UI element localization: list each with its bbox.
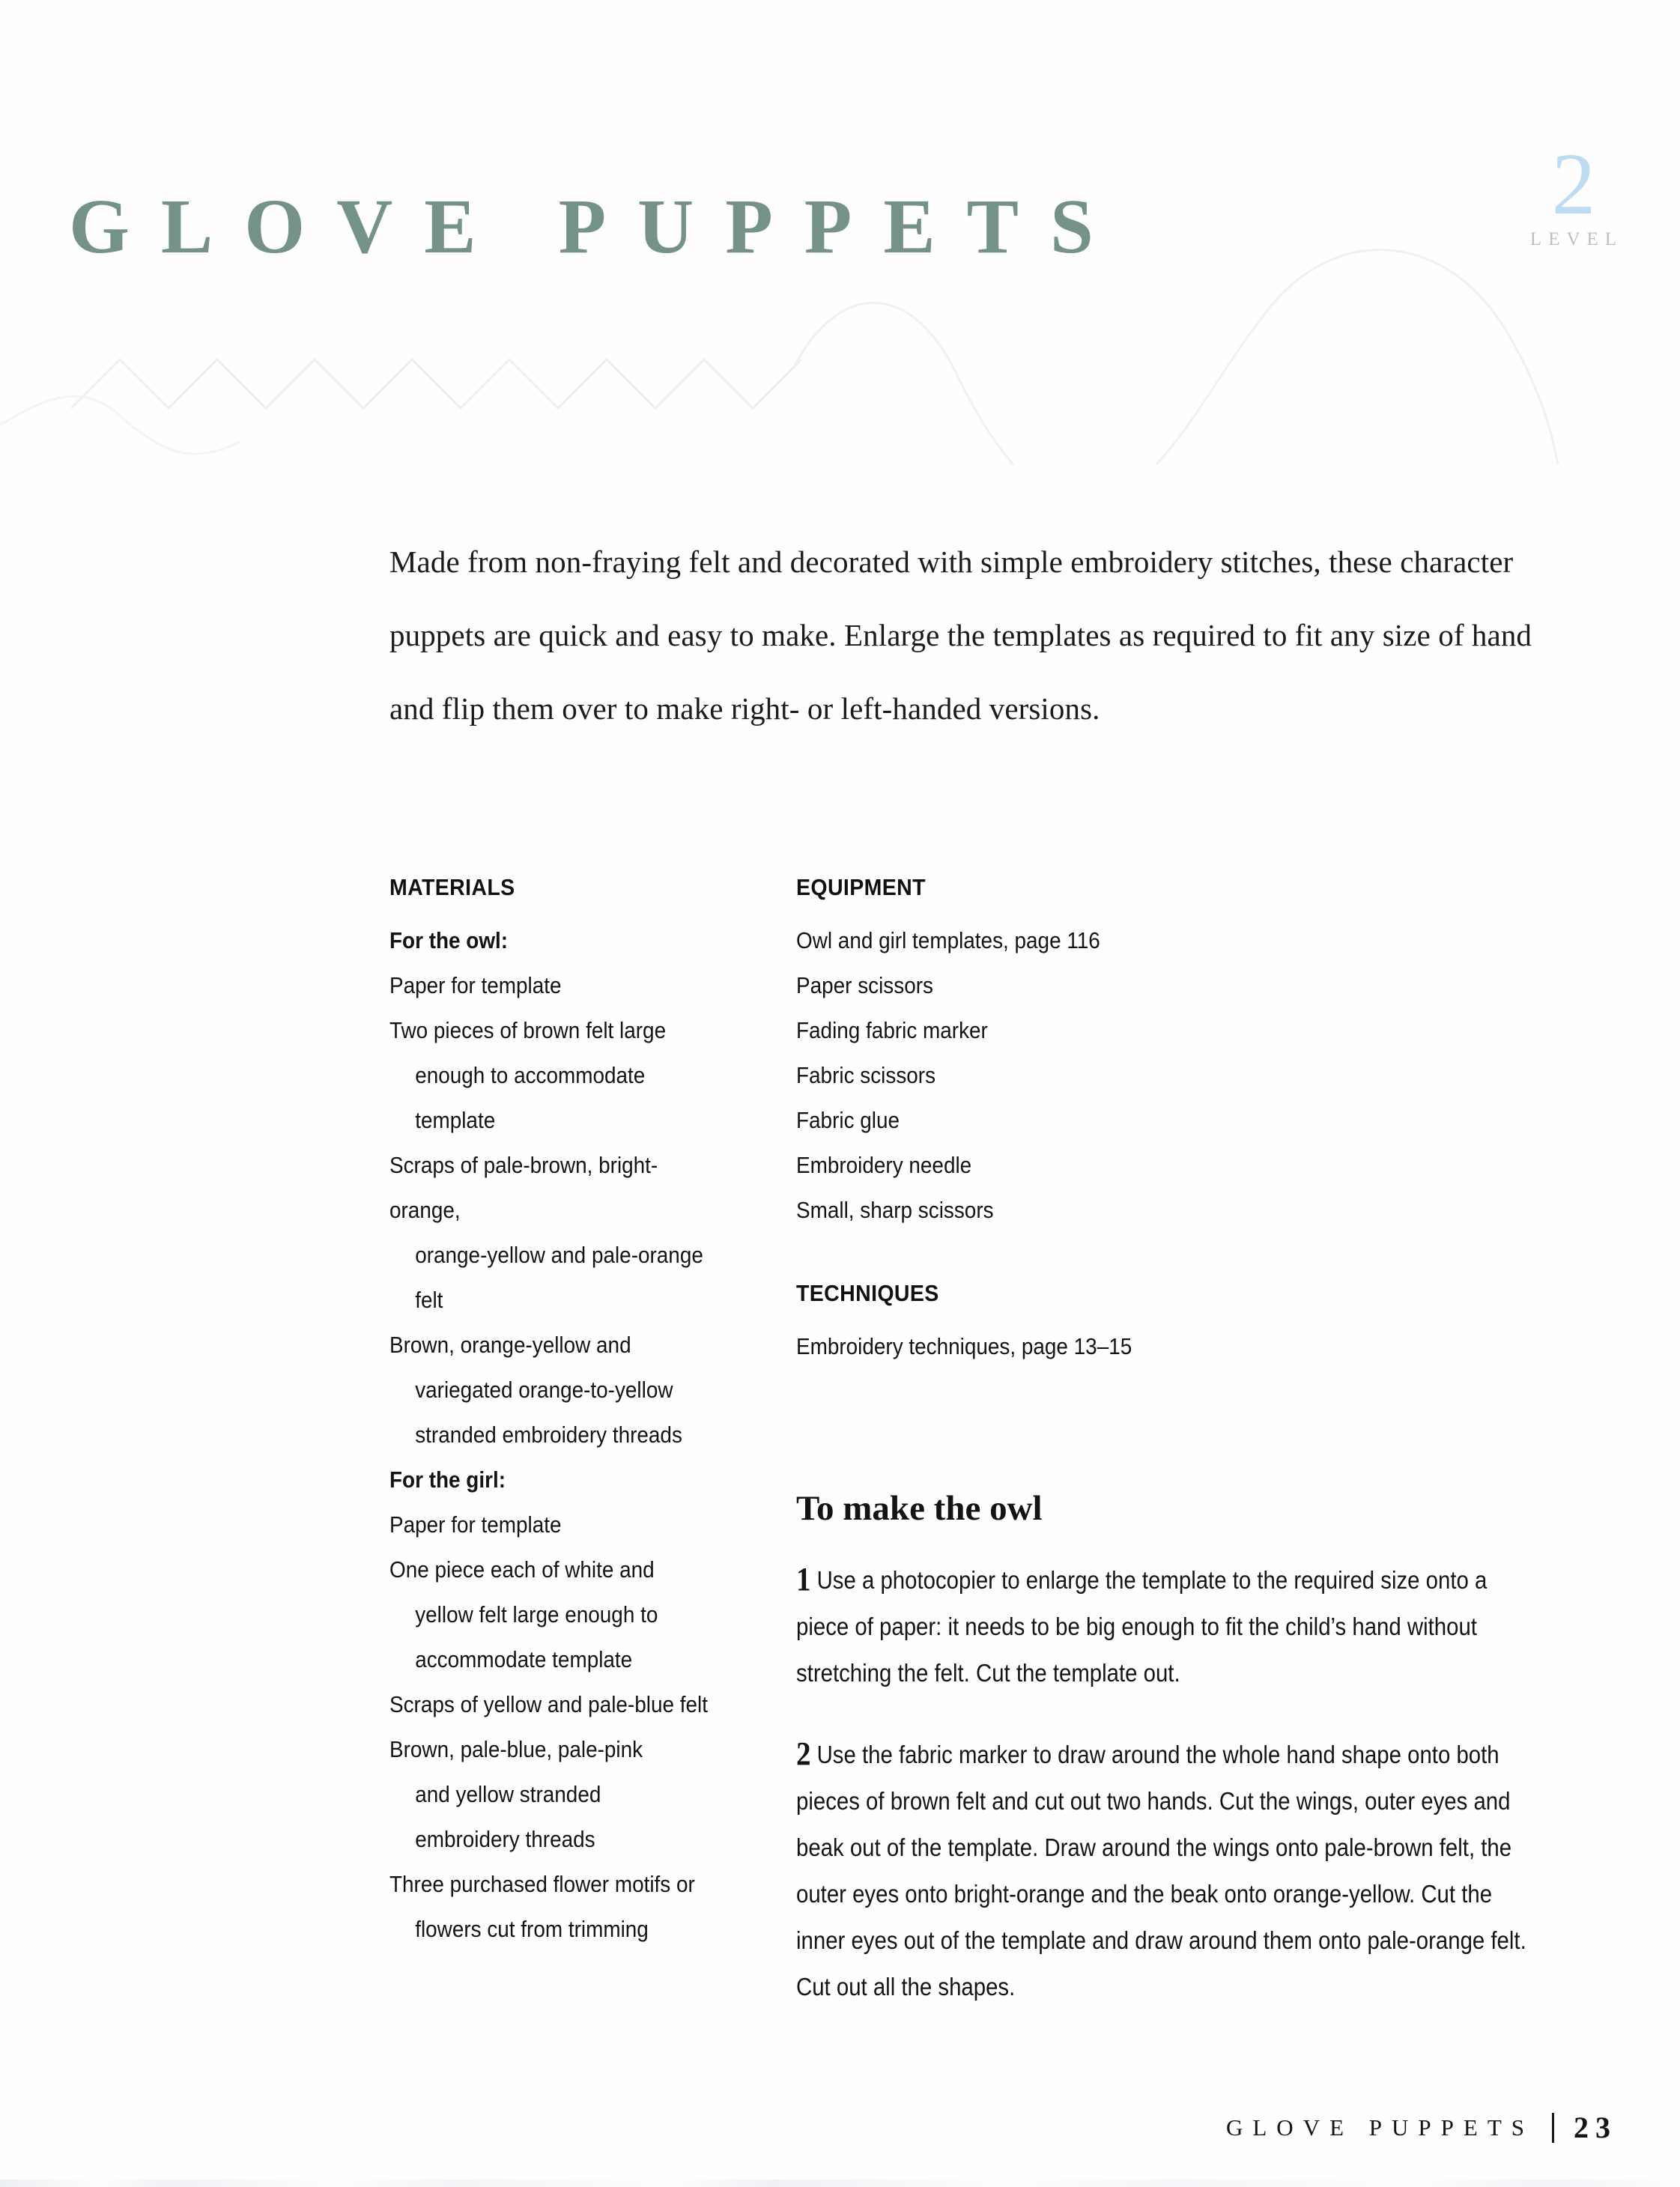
- equipment-heading: EQUIPMENT: [796, 874, 926, 900]
- list-item-continuation: stranded embroidery threads: [415, 1422, 682, 1448]
- list-item-text: Scraps of pale-brown, bright-orange,: [389, 1152, 658, 1223]
- scan-artifact-edge: [0, 2180, 1680, 2187]
- list-item: [389, 1458, 727, 1502]
- list-item: [796, 1324, 1147, 1369]
- equipment-list: [796, 918, 1186, 1233]
- list-item-text: Brown, orange-yellow and: [389, 1332, 631, 1358]
- intro-paragraph: Made from non-fraying felt and decorated with simple embroidery stitches, these character puppets are quick and easy to make. Enlarge the templates as required to fit any size of hand and flip them over to make right- or left-handed versions.: [389, 545, 1532, 726]
- list-item-text: Embroidery needle: [796, 1152, 972, 1178]
- list-item-continuation: accommodate template: [415, 1646, 633, 1672]
- list-item: [796, 1098, 1147, 1143]
- techniques-heading: TECHNIQUES: [796, 1280, 939, 1306]
- list-item: [389, 1143, 727, 1323]
- page-title-text: GLOVE PUPPETS: [69, 183, 1125, 270]
- list-item: [389, 1682, 727, 1727]
- instruction-steps: [796, 1556, 1545, 2010]
- list-item-text: Paper scissors: [796, 972, 933, 998]
- list-item: [389, 1323, 727, 1458]
- list-item: [389, 1862, 727, 1952]
- techniques-list: [796, 1324, 1186, 1369]
- footer-divider: [1552, 2113, 1554, 2143]
- list-item-continuation: orange-yellow and pale-orange felt: [415, 1242, 703, 1313]
- list-item: [389, 1502, 727, 1547]
- list-item-text: One piece each of white and: [389, 1556, 655, 1583]
- materials-column: [389, 875, 764, 1952]
- list-item-text: Two pieces of brown felt large: [389, 1017, 667, 1043]
- list-item-continuation: and yellow stranded: [415, 1781, 601, 1807]
- list-item-text: Three purchased flower motifs or: [389, 1871, 695, 1897]
- list-item: [389, 1008, 727, 1143]
- instructions-section: [796, 1489, 1545, 2045]
- list-item-text: Fabric glue: [796, 1107, 900, 1133]
- list-item: [796, 1053, 1147, 1098]
- level-label: LEVEL: [1529, 229, 1624, 250]
- page-number: 23: [1574, 2111, 1617, 2144]
- wave-decoration: [794, 250, 1565, 464]
- list-item-text: Brown, pale-blue, pale-pink: [389, 1736, 643, 1762]
- materials-list: [389, 918, 764, 1952]
- list-item-continuation: embroidery threads: [415, 1826, 595, 1852]
- list-item-continuation: variegated orange-to-yellow: [415, 1377, 673, 1403]
- page-footer: [1226, 2110, 1617, 2145]
- step-number: 1: [796, 1561, 811, 1598]
- list-item-continuation: yellow felt large enough to: [415, 1601, 658, 1628]
- materials-heading: MATERIALS: [389, 874, 515, 900]
- wave-decoration-secondary: [0, 396, 240, 454]
- list-item: [796, 1188, 1147, 1233]
- list-item-text: Paper for template: [389, 1511, 562, 1538]
- instruction-step: [796, 1731, 1543, 2010]
- list-item-text: Fabric scissors: [796, 1062, 936, 1088]
- list-item-text: Fading fabric marker: [796, 1017, 988, 1043]
- list-item-text: Owl and girl templates, page 116: [796, 927, 1100, 953]
- list-item: [796, 963, 1147, 1008]
- list-item-continuation: flowers cut from trimming: [415, 1916, 649, 1942]
- list-item-text: Scraps of yellow and pale-blue felt: [389, 1691, 708, 1717]
- step-number: 2: [796, 1735, 811, 1772]
- list-item: [796, 1143, 1147, 1188]
- list-item-text: For the owl:: [389, 927, 509, 953]
- zigzag-decoration: [71, 360, 801, 408]
- page-title: [69, 183, 1125, 270]
- equipment-column: [796, 875, 1186, 1369]
- step-text: Use the fabric marker to draw around the whole hand shape onto both pieces of brown felt and cut out two hands. Cut the wings, outer eyes and beak out of the template. Draw around the wings onto pale-brown felt, the outer eyes onto bright-orange and the beak onto orange-yellow. Cut the inner eyes out of the template and draw around them onto pale-orange felt. Cut out all the shapes.: [796, 1741, 1526, 2001]
- list-item-text: For the girl:: [389, 1466, 506, 1493]
- list-item: [389, 963, 727, 1008]
- level-badge: [1514, 135, 1634, 250]
- list-item-text: Paper for template: [389, 972, 562, 998]
- list-item: [389, 1727, 727, 1862]
- step-text: Use a photocopier to enlarge the template to the required size onto a piece of paper: it needs to be big enough to fit the child’s hand without stretching the felt. Cut the template out.: [796, 1566, 1488, 1687]
- level-number: 2: [1551, 135, 1596, 233]
- decorative-header-artwork: [0, 112, 1680, 464]
- list-item: [796, 1008, 1147, 1053]
- list-item-continuation: enough to accommodate template: [415, 1062, 646, 1133]
- list-item-text: Small, sharp scissors: [796, 1197, 994, 1223]
- instruction-step: [796, 1556, 1543, 1696]
- footer-chapter-title: GLOVE PUPPETS: [1225, 2114, 1534, 2141]
- list-item: [796, 918, 1147, 963]
- instructions-heading: To make the owl: [796, 1489, 1043, 1528]
- list-item: [389, 918, 727, 963]
- list-item-text: Embroidery techniques, page 13–15: [796, 1333, 1132, 1359]
- list-item: [389, 1547, 727, 1682]
